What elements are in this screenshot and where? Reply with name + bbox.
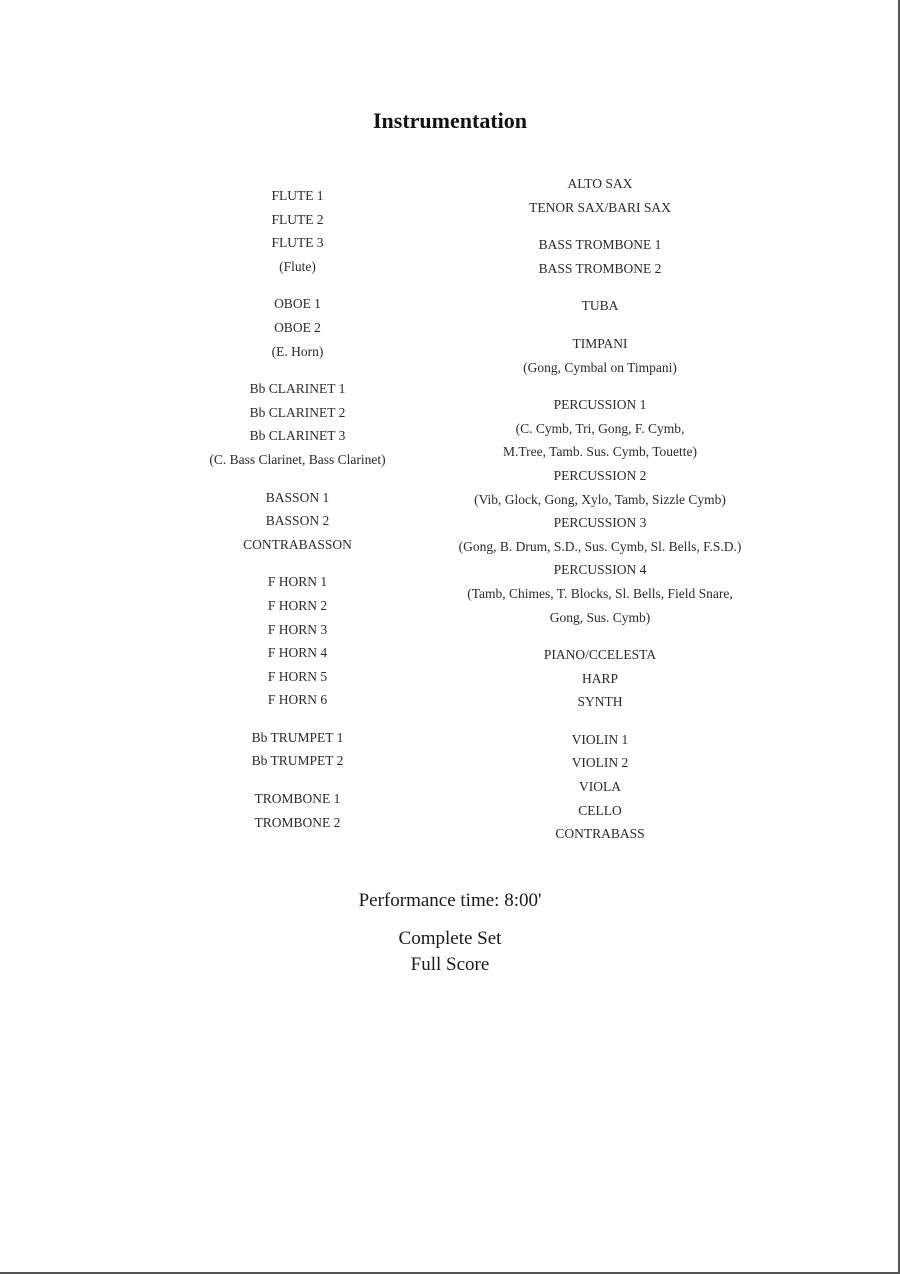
page-title: Instrumentation (372, 108, 527, 133)
instrument-entry: PERCUSSION 4 (553, 562, 647, 578)
instrument-group (170, 787, 425, 834)
instrument-entry: BASSON 2 (265, 513, 330, 529)
instrument-entry: Bb CLARINET 2 (249, 404, 346, 420)
instrument-group (170, 292, 425, 363)
instrument-entry: (Tamb, Chimes, T. Blocks, Sl. Bells, Field Snare, (467, 585, 733, 601)
instrument-entry: Gong, Sus. Cymb) (549, 609, 651, 625)
instrument-entry: Bb CLARINET 3 (249, 428, 346, 444)
edition-score-label: Full Score (410, 954, 490, 975)
instrument-entry: (C. Cymb, Tri, Gong, F. Cymb, (515, 420, 685, 436)
instrument-group (170, 377, 425, 471)
instrument-group (430, 728, 770, 846)
instrument-entry: FLUTE 1 (271, 188, 324, 203)
instrument-entry: TROMBONE 1 (254, 791, 341, 807)
instrument-entry: CONTRABASS (555, 826, 645, 842)
instrument-group (170, 184, 425, 278)
instrument-entry: F HORN 2 (267, 597, 328, 613)
instrument-group (430, 332, 770, 379)
instrument-entry: VIOLIN 2 (571, 755, 629, 771)
instrument-entry: Bb TRUMPET 2 (251, 753, 344, 769)
instrument-entry: Bb TRUMPET 1 (251, 729, 344, 745)
instrument-entry: F HORN 5 (267, 668, 328, 684)
instrument-entry: F HORN 3 (267, 621, 328, 637)
instrument-entry: PERCUSSION 3 (553, 515, 647, 531)
instrument-entry: CONTRABASSON (243, 536, 352, 552)
instrument-entry: (Flute) (279, 258, 316, 274)
instrument-entry: PIANO/CCELESTA (543, 647, 657, 663)
instrument-list-left (170, 184, 425, 848)
instrument-entry: BASS TROMBONE 1 (538, 237, 662, 253)
instrument-entry: PERCUSSION 1 (553, 397, 647, 413)
instrument-entry: TIMPANI (572, 335, 628, 351)
instrument-entry: TROMBONE 2 (254, 814, 341, 830)
instrument-entry: FLUTE 3 (271, 235, 324, 251)
instrument-entry: SYNTH (577, 694, 623, 710)
instrument-entry: F HORN 4 (267, 645, 328, 661)
instrument-entry: F HORN 1 (267, 574, 328, 590)
instrument-entry: OBOE 1 (274, 296, 321, 312)
instrument-entry: BASSON 1 (265, 489, 330, 505)
edition-set-label: Complete Set (398, 928, 502, 949)
instrument-entry: M.Tree, Tamb. Sus. Cymb, Touette) (503, 444, 697, 460)
instrument-group (430, 233, 770, 280)
instrument-group (170, 726, 425, 773)
instrument-entry: PERCUSSION 2 (553, 467, 647, 483)
instrument-entry: CELLO (578, 802, 622, 818)
instrument-entry: OBOE 2 (274, 319, 321, 335)
instrument-entry: TENOR SAX/BARI SAX (529, 199, 671, 215)
instrument-entry: TUBA (581, 298, 619, 314)
instrument-group (430, 294, 770, 318)
edition-info (0, 926, 900, 978)
instrument-group (430, 393, 770, 629)
instrument-entry: (Vib, Glock, Gong, Xylo, Tamb, Sizzle Cymb) (474, 491, 726, 507)
instrument-entry: Bb CLARINET 1 (249, 381, 346, 397)
instrument-group (430, 643, 770, 714)
instrument-entry: (Gong, Cymbal on Timpani) (523, 359, 677, 375)
instrument-entry: VIOLIN 1 (571, 731, 629, 747)
instrument-entry: F HORN 6 (267, 692, 328, 708)
instrument-group (430, 172, 770, 219)
instrument-entry: FLUTE 2 (271, 211, 324, 227)
instrument-entry: ALTO SAX (567, 176, 633, 191)
instrument-list-right (430, 172, 770, 860)
instrument-entry: BASS TROMBONE 2 (538, 260, 662, 276)
instrument-entry: VIOLA (579, 779, 621, 795)
instrument-entry: (C. Bass Clarinet, Bass Clarinet) (209, 451, 386, 467)
instrument-group (170, 486, 425, 557)
instrument-entry: (E. Horn) (271, 343, 324, 359)
instrument-group (170, 570, 425, 712)
instrument-entry: (Gong, B. Drum, S.D., Sus. Cymb, Sl. Bells, F.S.D.) (458, 538, 742, 554)
instrument-entry: HARP (581, 670, 618, 686)
performance-time: Performance time: 8:00' (358, 890, 542, 911)
